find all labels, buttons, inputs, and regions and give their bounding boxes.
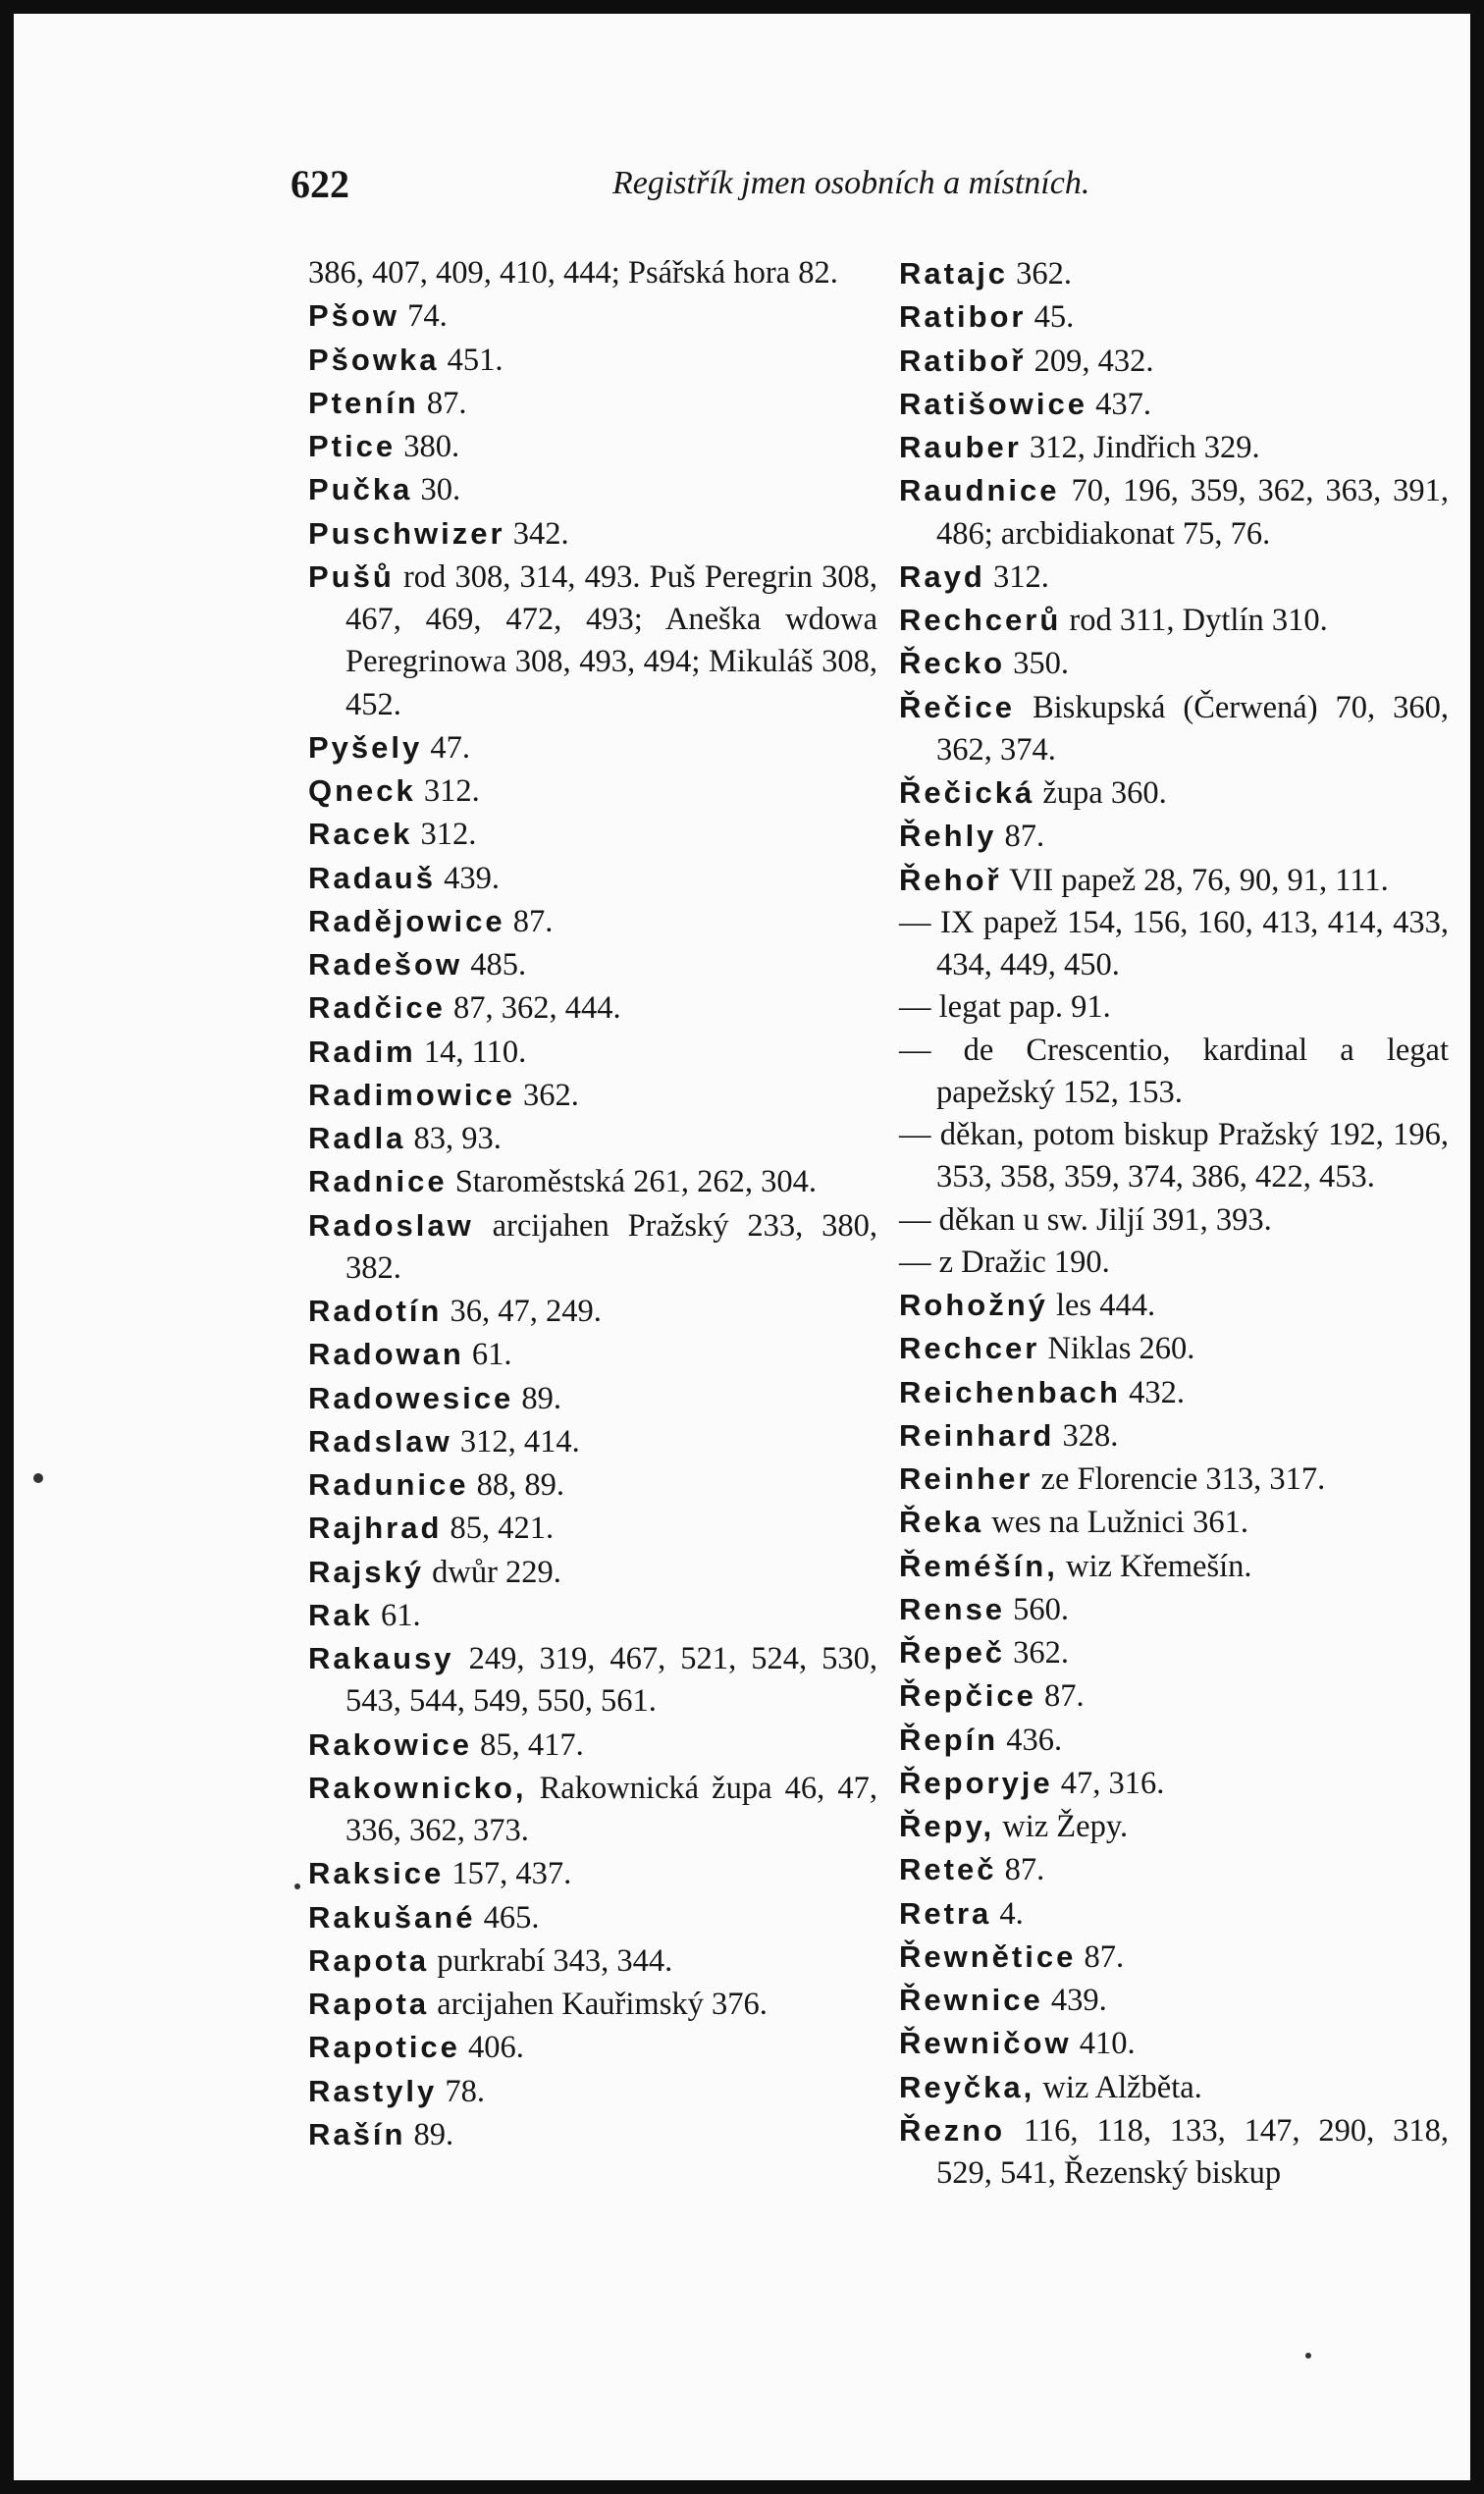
- entry-references: 61.: [381, 1597, 421, 1633]
- index-entry: [899, 426, 1449, 469]
- index-entry: [899, 469, 1449, 556]
- entry-headword: Radunice: [308, 1467, 469, 1502]
- index-entry: [899, 1719, 1449, 1762]
- index-entry: [899, 902, 1449, 987]
- entry-references: 209, 432.: [1034, 343, 1154, 379]
- index-entry: [308, 1939, 877, 1983]
- entry-headword: Reichenbach: [899, 1374, 1121, 1409]
- entry-headword: Řeporyje: [899, 1765, 1053, 1800]
- entry-references: 116, 118, 133, 147, 290, 318, 529, 541, Řezenský biskup: [936, 2112, 1449, 2191]
- entry-references: 87.: [512, 903, 554, 939]
- entry-references: les 444.: [1056, 1288, 1156, 1323]
- entry-references: Biskupská (Čerwená) 70, 360, 362, 374.: [936, 689, 1450, 768]
- index-entry: [899, 1848, 1449, 1891]
- entry-references: 406.: [468, 2030, 524, 2066]
- index-entry: [308, 1117, 877, 1160]
- index-entry: [899, 1284, 1449, 1327]
- index-entry: [308, 2026, 877, 2069]
- entry-references: wiz Alžběta.: [1042, 2069, 1202, 2105]
- entry-references: 45.: [1034, 299, 1075, 336]
- index-entry: [899, 642, 1449, 685]
- index-entry: [308, 1594, 877, 1637]
- entry-references: — děkan u sw. Jiljí 391, 393.: [899, 1201, 1272, 1238]
- entry-headword: Radowan: [308, 1337, 464, 1372]
- entry-headword: Radowesice: [308, 1380, 514, 1415]
- index-entry: [899, 1936, 1449, 1979]
- entry-references: purkrabí 343, 344.: [437, 1942, 673, 1979]
- entry-headword: Řeméšín,: [899, 1548, 1058, 1583]
- running-title: Registřík jmen osobních a místních.: [612, 165, 1090, 201]
- entry-headword: Řewnice: [899, 1983, 1043, 2017]
- index-entry: [899, 986, 1449, 1029]
- index-entry: [308, 1896, 877, 1939]
- index-entry: [899, 556, 1449, 599]
- entry-references: VII papež 28, 76, 90, 91, 111.: [1009, 862, 1389, 898]
- index-entry: [899, 1631, 1449, 1674]
- entry-references: 386, 407, 409, 410, 444; Psářská hora 82.: [308, 255, 838, 291]
- entry-references: 47, 316.: [1060, 1765, 1165, 1801]
- entry-references: 350.: [1013, 646, 1070, 682]
- index-entry: [308, 726, 877, 769]
- entry-headword: Retra: [899, 1895, 992, 1931]
- entry-headword: Řezno: [899, 2112, 1005, 2148]
- ink-speck: [1305, 2353, 1311, 2359]
- index-entry: [308, 425, 877, 468]
- index-entry: [899, 1458, 1449, 1501]
- ink-speck: [33, 1473, 43, 1483]
- index-entry: [308, 1767, 877, 1853]
- entry-references: wiz Žepy.: [1002, 1809, 1129, 1844]
- entry-references: 30.: [420, 472, 461, 508]
- entry-headword: Puschwizer: [308, 515, 505, 551]
- index-entry: [308, 900, 877, 943]
- entry-references: 485.: [470, 947, 527, 982]
- index-entry: [308, 769, 877, 813]
- index-entry: [899, 815, 1449, 858]
- index-entry: [308, 1852, 877, 1895]
- index-entry: [899, 859, 1449, 902]
- entry-references: 87.: [426, 385, 467, 421]
- entry-headword: Rakowice: [308, 1726, 473, 1762]
- index-entry: [308, 294, 877, 338]
- entry-headword: Reinher: [899, 1461, 1034, 1496]
- index-entry: [308, 813, 877, 856]
- index-entry: [308, 1637, 877, 1724]
- entry-references: 74.: [407, 298, 448, 335]
- entry-headword: Reinhard: [899, 1417, 1055, 1453]
- entry-references: arcijahen Kauřimský 376.: [437, 1987, 768, 2022]
- index-entry: [899, 1199, 1449, 1242]
- index-entry: [899, 1674, 1449, 1718]
- entry-headword: Rastyly: [308, 2073, 438, 2108]
- entry-headword: Řepín: [899, 1722, 999, 1757]
- index-entry: [899, 686, 1449, 772]
- index-entry: [308, 339, 877, 382]
- index-entry: [899, 1892, 1449, 1936]
- entry-headword: Ratibor: [899, 299, 1027, 335]
- entry-headword: Rechcer: [899, 1331, 1040, 1366]
- index-column-left: [308, 252, 877, 2156]
- entry-headword: Rohožný: [899, 1288, 1048, 1322]
- entry-references: 70, 196, 359, 362, 363, 391, 486; arcbidiakonat 75, 76.: [936, 473, 1450, 552]
- entry-references: 85, 417.: [480, 1726, 584, 1763]
- index-entry: [899, 1414, 1449, 1458]
- entry-headword: Reteč: [899, 1852, 997, 1887]
- entry-headword: Ratajc: [899, 256, 1009, 291]
- entry-headword: Rašín: [308, 2116, 406, 2151]
- entry-headword: Radějowice: [308, 903, 505, 938]
- index-entry: [899, 295, 1449, 339]
- entry-references: 249, 319, 467, 521, 524, 530, 543, 544, 549, 550, 561.: [345, 1641, 878, 1720]
- entry-headword: Rechcerů: [899, 603, 1062, 637]
- index-entry: [899, 1545, 1449, 1588]
- entry-references: dwůr 229.: [432, 1554, 561, 1590]
- entry-references: 87.: [1084, 1938, 1125, 1975]
- index-entry: [899, 383, 1449, 426]
- entry-references: 36, 47, 249.: [450, 1294, 602, 1329]
- index-entry: [308, 1724, 877, 1767]
- entry-references: 87.: [1004, 1852, 1045, 1888]
- ink-speck: [294, 1884, 300, 1889]
- entry-references: 312.: [992, 558, 1049, 595]
- entry-references: 88, 89.: [476, 1467, 565, 1503]
- entry-references: 89.: [521, 1380, 561, 1416]
- index-entry: [899, 1030, 1449, 1115]
- entry-references: 436.: [1006, 1722, 1063, 1758]
- entry-headword: Radimowice: [308, 1077, 515, 1112]
- entry-headword: Qneck: [308, 773, 416, 808]
- index-entry: [899, 599, 1449, 642]
- index-entry: [899, 771, 1449, 815]
- entry-headword: Pšow: [308, 298, 399, 334]
- index-entry: [308, 2113, 877, 2156]
- entry-headword: Radešow: [308, 947, 463, 982]
- entry-headword: Řepeč: [899, 1635, 1006, 1670]
- entry-references: 465.: [483, 1899, 540, 1936]
- index-entry: [899, 252, 1449, 295]
- entry-references: 312, Jindřich 329.: [1029, 430, 1260, 465]
- index-entry: [899, 2109, 1449, 2196]
- entry-headword: Racek: [308, 817, 413, 852]
- index-entry: [899, 1114, 1449, 1199]
- entry-references: 312, 414.: [459, 1423, 580, 1459]
- index-entry: [308, 1160, 877, 1203]
- entry-references: 157, 437.: [451, 1856, 572, 1892]
- entry-references: — děkan, potom biskup Pražský 192, 196, 353, 358, 359, 374, 386, 422, 453.: [899, 1117, 1449, 1195]
- index-entry: [308, 252, 877, 294]
- index-entry: [308, 382, 877, 425]
- entry-headword: Pučka: [308, 472, 413, 507]
- entry-headword: Ptenín: [308, 385, 419, 420]
- entry-references: 87.: [1044, 1678, 1085, 1715]
- entry-headword: Radotín: [308, 1294, 443, 1328]
- entry-references: Rakownická župa 46, 47, 336, 362, 373.: [345, 1770, 877, 1848]
- entry-references: župa 360.: [1042, 775, 1167, 811]
- index-entry: [308, 1507, 877, 1550]
- index-entry: [308, 986, 877, 1030]
- entry-references: wiz Křemešín.: [1065, 1548, 1252, 1584]
- index-entry: [308, 1551, 877, 1594]
- index-entry: [308, 1031, 877, 1074]
- entry-references: arcijahen Pražský 233, 380, 382.: [345, 1207, 877, 1286]
- index-entry: [308, 1074, 877, 1117]
- entry-headword: Ratiboř: [899, 343, 1027, 378]
- entry-references: 47.: [430, 729, 471, 766]
- entry-references: 78.: [445, 2073, 486, 2109]
- entry-references: — z Dražic 190.: [899, 1244, 1110, 1280]
- entry-headword: Rakownicko,: [308, 1770, 527, 1805]
- entry-headword: Radslaw: [308, 1423, 452, 1459]
- entry-references: — legat pap. 91.: [899, 989, 1111, 1026]
- entry-references: 362.: [523, 1077, 579, 1113]
- entry-references: Niklas 260.: [1047, 1331, 1195, 1367]
- entry-references: rod 308, 314, 493. Puš Peregrin 308, 467, 469, 472, 493; Aneška wdowa Peregrinowa 308, 493, 494; Mikuláš 308, 452.: [345, 558, 877, 722]
- entry-references: 437.: [1095, 386, 1151, 422]
- entry-references: — IX papež 154, 156, 160, 413, 414, 433, 434, 449, 450.: [899, 904, 1449, 982]
- entry-references: 380.: [403, 429, 460, 464]
- entry-references: Staroměstská 261, 262, 304.: [454, 1164, 818, 1200]
- entry-references: 432.: [1129, 1374, 1185, 1410]
- entry-headword: Pšowka: [308, 342, 440, 377]
- index-entry: [308, 943, 877, 986]
- entry-headword: Rajský: [308, 1554, 424, 1589]
- index-entry: [308, 1463, 877, 1507]
- entry-headword: Rajhrad: [308, 1511, 443, 1546]
- entry-headword: Raudnice: [899, 473, 1060, 508]
- entry-headword: Řeka: [899, 1505, 984, 1540]
- entry-headword: Raksice: [308, 1856, 445, 1891]
- entry-headword: Reyčka,: [899, 2069, 1035, 2104]
- entry-references: 439.: [444, 860, 500, 896]
- index-entry: [899, 1762, 1449, 1805]
- index-entry: [308, 556, 877, 726]
- entry-headword: Radoslaw: [308, 1207, 474, 1243]
- entry-references: 83, 93.: [413, 1121, 502, 1156]
- page-header: [14, 161, 1470, 210]
- entry-headword: Radauš: [308, 860, 436, 895]
- entry-headword: Řecko: [899, 646, 1006, 681]
- entry-headword: Radčice: [308, 990, 446, 1026]
- index-entry: [308, 1983, 877, 2026]
- entry-headword: Rayd: [899, 558, 985, 594]
- index-entry: [308, 1204, 877, 1291]
- entry-references: 87, 362, 444.: [453, 990, 621, 1027]
- entry-references: 439.: [1050, 1983, 1107, 2018]
- entry-headword: Řehly: [899, 819, 997, 854]
- entry-references: 451.: [447, 342, 504, 378]
- entry-references: 362.: [1016, 256, 1073, 292]
- entry-headword: Rapotice: [308, 2030, 460, 2065]
- entry-references: rod 311, Dytlín 310.: [1069, 603, 1328, 638]
- entry-headword: Rense: [899, 1591, 1006, 1626]
- entry-references: 410.: [1079, 2026, 1136, 2062]
- entry-references: 85, 421.: [450, 1511, 555, 1547]
- entry-headword: Řepčice: [899, 1678, 1036, 1714]
- entry-headword: Řečická: [899, 775, 1035, 810]
- entry-references: 312.: [423, 773, 480, 809]
- entry-headword: Rauber: [899, 430, 1022, 464]
- page-number: 622: [291, 162, 349, 206]
- entry-references: 312.: [420, 817, 477, 853]
- entry-headword: Rak: [308, 1597, 373, 1632]
- entry-references: 362.: [1013, 1635, 1070, 1671]
- entry-references: wes na Lužnici 361.: [991, 1505, 1248, 1541]
- entry-headword: Pyšely: [308, 729, 423, 765]
- index-column-right: [899, 252, 1449, 2195]
- index-entry: [308, 1420, 877, 1463]
- entry-headword: Ratišowice: [899, 386, 1087, 421]
- index-entry: [308, 1290, 877, 1333]
- index-entry: [899, 1501, 1449, 1544]
- entry-headword: Řečice: [899, 689, 1015, 724]
- entry-headword: Radla: [308, 1121, 406, 1155]
- entry-headword: Rapota: [308, 1987, 430, 2021]
- entry-headword: Radim: [308, 1034, 416, 1069]
- index-entry: [899, 1805, 1449, 1848]
- entry-references: 342.: [512, 515, 569, 552]
- entry-references: 89.: [413, 2116, 454, 2152]
- index-entry: [899, 1979, 1449, 2022]
- entry-headword: Řepy,: [899, 1809, 995, 1843]
- index-entry: [899, 1327, 1449, 1370]
- index-entry: [308, 468, 877, 511]
- index-entry: [899, 1588, 1449, 1631]
- book-page: [14, 14, 1470, 2480]
- index-entry: [899, 340, 1449, 383]
- index-entry: [899, 2022, 1449, 2065]
- entry-headword: Řehoř: [899, 862, 1002, 897]
- index-entry: [308, 1333, 877, 1376]
- index-entry: [308, 512, 877, 556]
- entry-references: 14, 110.: [423, 1034, 527, 1070]
- entry-references: 61.: [471, 1337, 512, 1373]
- entry-headword: Radnice: [308, 1164, 448, 1199]
- entry-headword: Rapota: [308, 1942, 430, 1978]
- entry-references: — de Crescentio, kardinal a legat papežský 152, 153.: [899, 1032, 1449, 1110]
- index-entry: [899, 2066, 1449, 2109]
- index-entry: [899, 1371, 1449, 1414]
- entry-references: 328.: [1062, 1417, 1119, 1454]
- entry-references: 560.: [1013, 1591, 1070, 1627]
- entry-references: 87.: [1004, 819, 1045, 855]
- index-entry: [899, 1242, 1449, 1284]
- entry-headword: Řewničow: [899, 2026, 1072, 2061]
- entry-references: ze Florencie 313, 317.: [1040, 1461, 1326, 1497]
- entry-headword: Řewnětice: [899, 1938, 1077, 1974]
- index-entry: [308, 1377, 877, 1420]
- entry-headword: Rakušané: [308, 1899, 476, 1935]
- entry-headword: Rakausy: [308, 1641, 454, 1675]
- index-entry: [308, 2070, 877, 2113]
- entry-references: 4.: [999, 1895, 1024, 1932]
- index-entry: [308, 857, 877, 900]
- entry-headword: Ptice: [308, 429, 397, 463]
- entry-headword: Pušů: [308, 558, 395, 594]
